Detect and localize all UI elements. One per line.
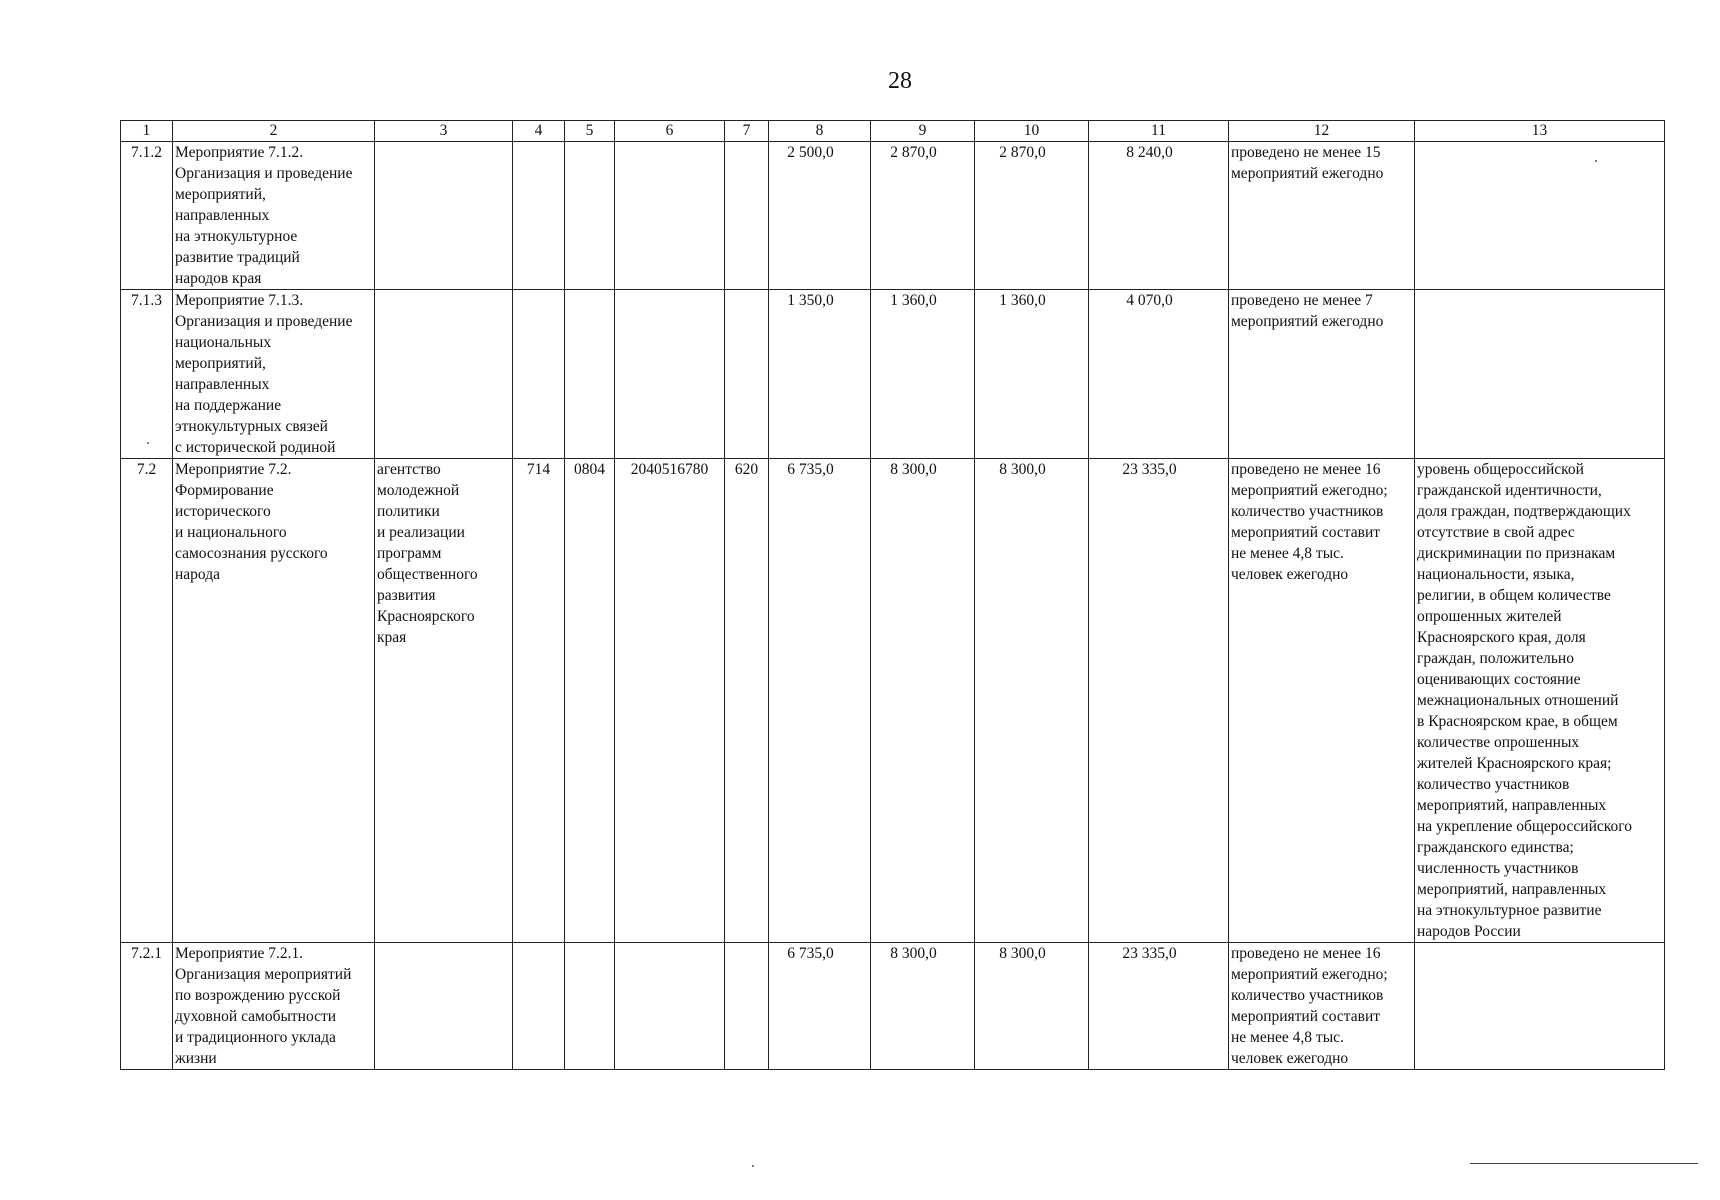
scan-speck (1595, 160, 1597, 162)
amount-col-9: 8 300,0 (871, 943, 975, 1070)
section-code: 0804 (565, 459, 615, 943)
section-code (565, 943, 615, 1070)
section-code (565, 290, 615, 459)
row-code: 7.1.2 (121, 142, 173, 290)
amount-col-8: 2 500,0 (769, 142, 871, 290)
measure-title: Мероприятие 7.1.3. Организация и проведение национальных мероприятий, направленных на поддержание этнокультурных связей с исторической родиной (173, 290, 375, 459)
target-article-code: 2040516780 (615, 459, 725, 943)
column-header-6: 6 (615, 121, 725, 142)
indicator-description (1415, 142, 1665, 290)
column-header-1: 1 (121, 121, 173, 142)
table-row (121, 142, 1665, 290)
column-header-3: 3 (375, 121, 513, 142)
amount-col-9: 8 300,0 (871, 459, 975, 943)
responsible-agency (375, 142, 513, 290)
amount-col-11: 23 335,0 (1089, 459, 1229, 943)
amount-col-9: 1 360,0 (871, 290, 975, 459)
column-header-13: 13 (1415, 121, 1665, 142)
amount-col-11: 4 070,0 (1089, 290, 1229, 459)
measure-title: Мероприятие 7.2.1. Организация мероприятий по возрождению русской духовной самобытности и традиционного уклада жизни (173, 943, 375, 1070)
grbs-code (513, 142, 565, 290)
column-header-8: 8 (769, 121, 871, 142)
amount-col-8: 6 735,0 (769, 459, 871, 943)
amount-col-10: 8 300,0 (975, 943, 1089, 1070)
target-article-code (615, 290, 725, 459)
amount-col-8: 6 735,0 (769, 943, 871, 1070)
expected-result: проведено не менее 15 мероприятий ежегодно (1229, 142, 1415, 290)
column-header-2: 2 (173, 121, 375, 142)
responsible-agency (375, 290, 513, 459)
row-code: 7.1.3 (121, 290, 173, 459)
measure-title: Мероприятие 7.2. Формирование исторического и национального самосознания русского народа (173, 459, 375, 943)
amount-col-11: 8 240,0 (1089, 142, 1229, 290)
indicator-description (1415, 290, 1665, 459)
expected-result: проведено не менее 16 мероприятий ежегодно; количество участников мероприятий составит не менее 4,8 тыс. человек ежегодно (1229, 943, 1415, 1070)
row-code: 7.2.1 (121, 943, 173, 1070)
amount-col-11: 23 335,0 (1089, 943, 1229, 1070)
table-row (121, 459, 1665, 943)
column-header-7: 7 (725, 121, 769, 142)
amount-col-10: 2 870,0 (975, 142, 1089, 290)
measures-table-container (120, 120, 1665, 1070)
section-code (565, 142, 615, 290)
column-header-4: 4 (513, 121, 565, 142)
table-row (121, 290, 1665, 459)
page-number: 28 (888, 68, 912, 94)
column-header-11: 11 (1089, 121, 1229, 142)
column-header-9: 9 (871, 121, 975, 142)
scan-artifact-line (1470, 1163, 1698, 1164)
amount-col-10: 1 360,0 (975, 290, 1089, 459)
responsible-agency: агентство молодежной политики и реализации программ общественного развития Красноярского края (375, 459, 513, 943)
expense-type-code (725, 943, 769, 1070)
scan-speck (147, 442, 149, 444)
scan-speck (752, 1165, 754, 1167)
expense-type-code (725, 290, 769, 459)
measures-table (120, 120, 1665, 1070)
amount-col-8: 1 350,0 (769, 290, 871, 459)
expense-type-code (725, 142, 769, 290)
table-row (121, 943, 1665, 1070)
row-code: 7.2 (121, 459, 173, 943)
target-article-code (615, 142, 725, 290)
expected-result: проведено не менее 16 мероприятий ежегодно; количество участников мероприятий составит не менее 4,8 тыс. человек ежегодно (1229, 459, 1415, 943)
column-number-row (121, 121, 1665, 142)
expected-result: проведено не менее 7 мероприятий ежегодно (1229, 290, 1415, 459)
expense-type-code: 620 (725, 459, 769, 943)
column-header-5: 5 (565, 121, 615, 142)
indicator-description: уровень общероссийской гражданской идентичности, доля граждан, подтверждающих отсутствие в свой адрес дискриминации по признакам национальности, языка, религии, в общем количестве опрошенных жителей Красноярского края, доля граждан, положительно оценивающих состояние межнациональных отношений в Красноярском крае, в общем количестве опрошенных жителей Красноярского края; количество участников мероприятий, направленных на укрепление общероссийского гражданского единства; численность участников мероприятий, направленных на этнокультурное развитие народов России (1415, 459, 1665, 943)
grbs-code (513, 943, 565, 1070)
responsible-agency (375, 943, 513, 1070)
target-article-code (615, 943, 725, 1070)
indicator-description (1415, 943, 1665, 1070)
column-header-10: 10 (975, 121, 1089, 142)
column-header-12: 12 (1229, 121, 1415, 142)
amount-col-9: 2 870,0 (871, 142, 975, 290)
grbs-code (513, 290, 565, 459)
measure-title: Мероприятие 7.1.2. Организация и проведение мероприятий, направленных на этнокультурное развитие традиций народов края (173, 142, 375, 290)
grbs-code: 714 (513, 459, 565, 943)
amount-col-10: 8 300,0 (975, 459, 1089, 943)
